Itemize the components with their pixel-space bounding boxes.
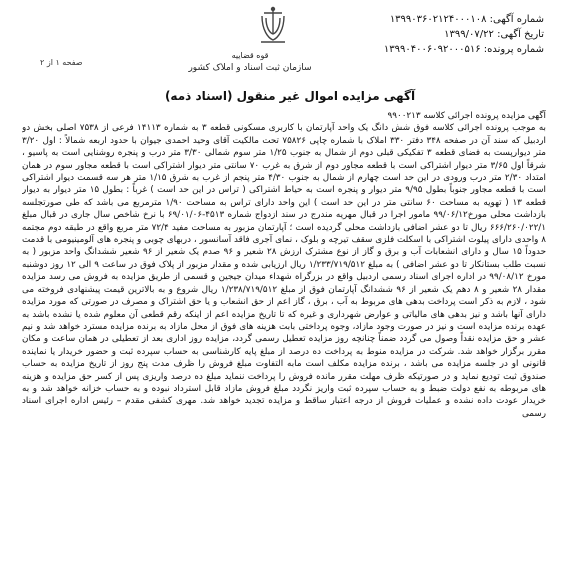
document-body <box>22 110 546 570</box>
organization-name <box>170 50 330 74</box>
ad-meta-block <box>334 12 544 57</box>
ad-number: شماره آگهی: ۱۳۹۹۰۳۶۰۲۱۲۴۰۰۰۱۰۸ <box>389 14 544 25</box>
body-lead: آگهی مزایده پرونده اجرائی کلاسه ۹۹۰۰۲۱۳ <box>387 111 546 121</box>
org-registry-label: سازمان ثبت اسناد و املاک کشور <box>188 63 312 73</box>
page-indicator: صفحه ۱ از ۲ <box>40 58 83 67</box>
judiciary-emblem-icon <box>256 4 290 46</box>
document-title: آگهی مزایده اموال غیر منقول (اسناد ذمه) <box>164 89 416 103</box>
body-paragraph: به موجب پرونده اجرائی کلاسه فوق شش دانگ یک واحد آپارتمان با کاربری مسکونی قطعه ۳ به شماره ۱۴۱۱۳ فرعی از ۷۵۳۸ اصلی بخش دو اردبیل که سند آن در صفحه ۳۴۸ دفتر ۳۳۰ املاک با شماره چاپی ۷۵۸۲۶ تحت مالکیت آقای وحید احمدی جیوان با حدود اربعه شمالاً : اول ۳/۲۰ متر دیوارپست به فضای قطعه ۳ تفکیکی قبلی دوم از شمال به جنوب ۱/۲۵ متر سوم شمالی ۳/۳۰ متر درب و پنجره روشنایی است به پاسیو ، شرقاً اول ۳/۶۵ متر دیوار اشتراکی است با قطعه مجاور دوم از شرق به غرب ۷۰ سانتی متر دیوار اشتراکی است با قطعه مجاور سوم در همان امتداد ۲/۳۰ متر درب ورودی در این حد است چهارم از شمال به جنوب ۴/۳۰ متر پنجم از غرب به شرق ۱/۱۵ متر هر سه قسمت دیوار اشتراکی است با قطعه مجاور جنوباً بطول ۹/۹۵ متر دیوار و پنجره است به حیاط اشتراکی ( تراس در این حد است ) غرباً : بطول ۱۵ متر دیوار به دیوار قطعه ۱۳ ( تهویه به مساحت ۶۰ سانتی متر در این حد است ) این واحد دارای تراس به مساحت ۱/۹۰ مترمربع می باشد که طی صورتجلسه بازداشت محلی مورخ۹۹/۰۶/۱۲ مامور اجرا در قبال مهریه مندرج در سند ازدواج شماره ۴۵۱۳-۶۹/۰۱/۰۶ با نرخ شاخص سال جاری در قبال مبلغ ۶۶۶/۲۶۰/۰۲۲/۱ ریال تا دو عشر اضافی بازداشت محلی گردیده است ؛ آپارتمان مزبور به مساحت مفید ۷۲/۴ متر مربع واقع در طبقه دوم مجتمه ۸ واحدی دارای پیلوت اشتراکی با اسکلت فلزی سقف تیرچه و بلوک ، نمای آجری فاقد آسانسور ، دربهای چوبی و پنجره های آلومینیومی با قدمت حدوداً ۱۵ سال و دارای انشعابات آب و برق و گاز از نوع مشترک ارزش ۲۸ شعیر و ۹۶ صدم یک شعیر از ۹۶ شعیر ششدانگ واحد مزبور ( به نسبت طلب بستانکار تا دو عشر اضافی ) به مبلغ ۱/۲۳۳/۷۱۹/۵۱۲ ریال ارزیابی شده و مقدار مزبور از پلاک فوق در ساعت ۹ الی ۱۲ روز دوشنبه مورخ ۹۹/۰۸/۱۲ در اداره اجرای اسناد رسمی اردبیل واقع در بزرگراه شهداء میدان جیجین و قسمی از طریق مزایده به فروش می رسد مزایده مقدار ۲۸ شعیر و ۸ دهم یک شعیر از ۹۶ ششدانگ آپارتمان فوق از مبلغ ۱/۲۳۸/۷۱۹/۵۱۲ ریال شروع و به بالاترین قیمت پیشنهادی فروخته می شود ، لازم به ذکر است پرداخت بدهی های مربوط به آب ، برق ، گاز اعم از حق انشعاب و یا حق اشتراک و مصرف در صورتی که مورد مزایده دارای آنها باشد و نیز بدهی های مالیاتی و عوارض شهرداری و غیره که تا تاریخ مزایده اعم از اینکه رقم قطعی آن معلوم شده یا نشده باشد به عهده برنده مزایده است و نیز در صورت وجود مازاد، وجوه پرداختی بابت هزینه های فوق از محل مازاد به برنده مزایده مسترد خواهد شد و نیم عشر و حق مزایده نقداً وصول می گردد ضمناً چنانچه روز مزایده تعطیل رسمی گردد، مزایده روز اداری بعد از تعطیلی در همان ساعت و مکان مقرر برگزار خواهد شد. شرکت در مزایده منوط به پرداخت ده درصد از مبلغ پایه کارشناسی به حساب سپرده ثبت و حضور خریدار یا نماینده قانونی او در جلسه مزایده می باشد ، برنده مزایده مکلف است مابه التفاوت مبلغ فروش را ظرف مدت پنج روز از تاریخ مزایده به حساب صندوق ثبت توديع نماید و در صورتیکه ظرف مهلت مقرر مانده فروش را پرداخت ننماید مبلغ ده درصد واریزی پس از کسر حق مزایده و هزینه های مربوطه به نفع دولت ضبط و به حساب سپرده ثبت واریز نگردد مبلغ فروش مازاد قابل استرداد نبوده و به حساب خزانه خواهد شد و به خریدار عودت داده نشده و عملیات فروش از درجه اعتبار ساقط و مزایده تجدید خواهد شد. مهری کشفی مقدم – رئیس اداره اجرای اسناد رسمی <box>22 123 546 419</box>
ad-date: تاریخ آگهی: ۱۳۹۹/۰۷/۲۲ <box>444 29 544 40</box>
file-number: شماره پرونده: ۱۳۹۹۰۴۰۰۶۰۹۲۰۰۰۵۱۶ <box>383 44 544 55</box>
org-judiciary-label: قوه قضاییه <box>231 51 269 60</box>
